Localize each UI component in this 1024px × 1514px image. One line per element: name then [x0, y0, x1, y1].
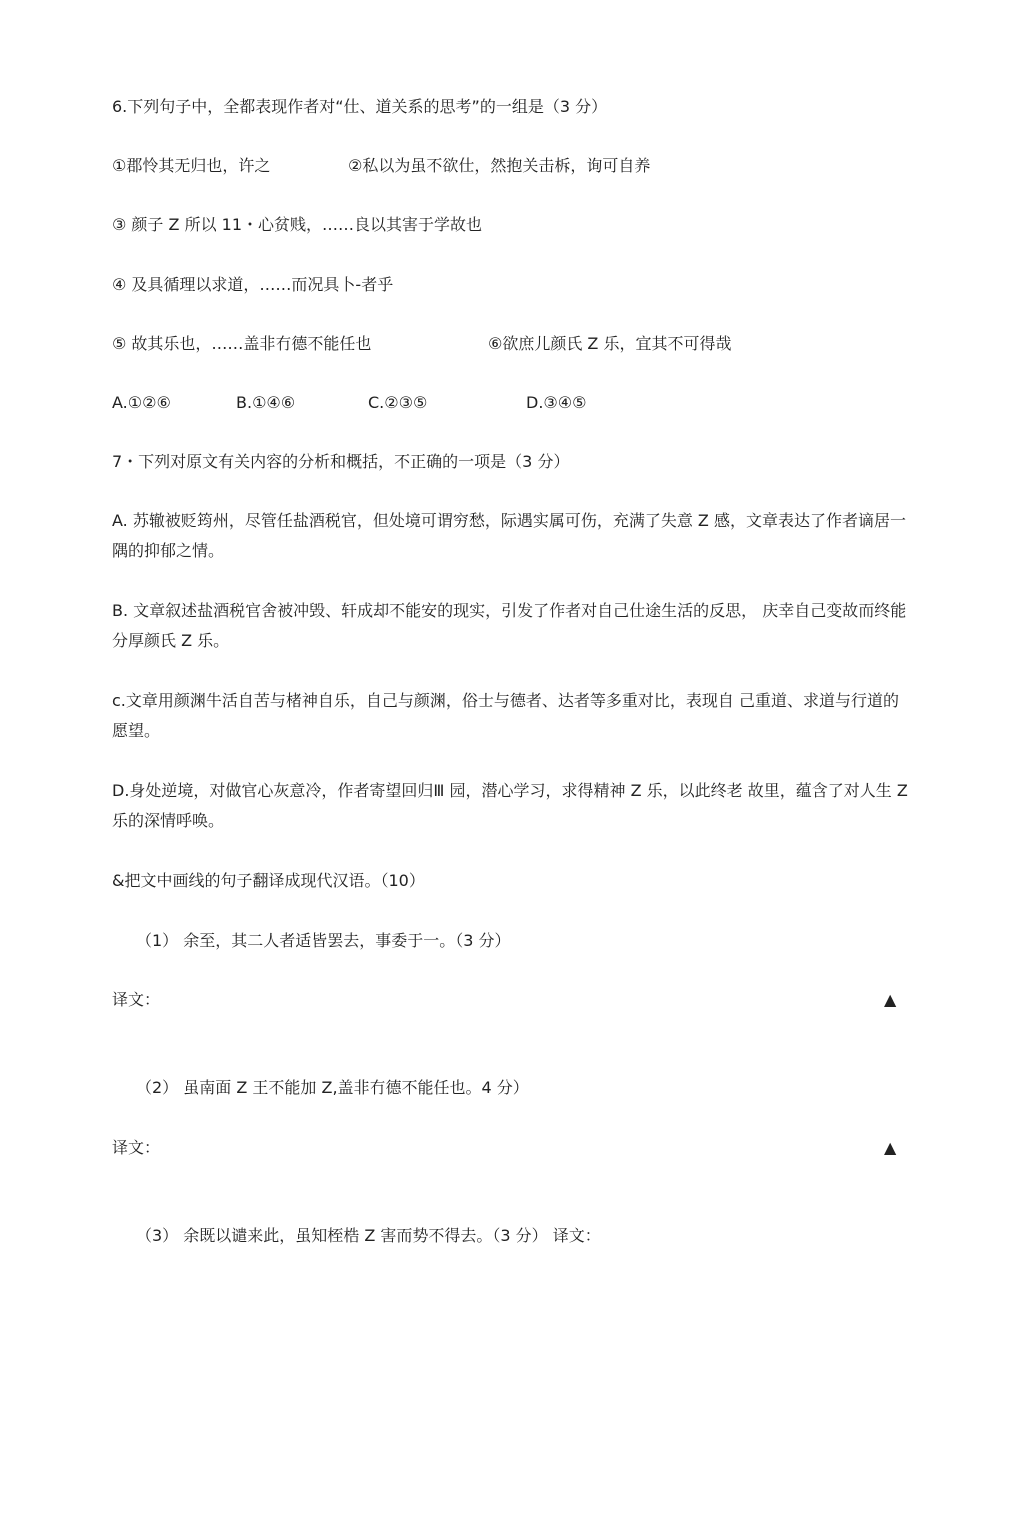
q6-stem: 6.下列句子中，全都表现作者对“仕、道关系的思考”的一组是（3 分） [112, 97, 608, 116]
translation-label-1: 译文： [112, 990, 161, 1009]
answer-marker-1: ▲ [884, 990, 897, 1009]
translation-label-2: 译文： [112, 1138, 161, 1157]
q8-stem: &把文中画线的句子翻译成现代汉语。（10） [112, 871, 425, 890]
q7-stem: 7・下列对原文有关内容的分析和概括，不正确的一项是（3 分） [112, 452, 570, 471]
q6-sentence-6: ⑥欲庶儿颜氏 Z 乐，宜其不可得哉 [488, 334, 732, 353]
q8-item-1: （1） 余至，其二人者适皆罢去，事委于一。（3 分） [136, 931, 511, 950]
q6-sentence-3: ③ 颜子 Z 所以 11・心贫贱，……良以其害于学故也 [112, 215, 483, 234]
q6-sentence-1: ①郡怜其无归也，许之 [112, 156, 271, 175]
q6-option-a: A.①②⑥ [112, 393, 171, 412]
q7-option-d: D.身处逆境，对做官心灰意冷，作者寄望回归Ⅲ 园，潜心学习，求得精神 Z 乐，以此终老 故里，蕴含了对人生 Z 乐的深情呼唤。 [112, 781, 908, 830]
q8-item-2: （2） 虽南面 Z 王不能加 Z,盖非冇德不能任也。4 分） [136, 1078, 529, 1097]
q8-item-3: （3） 余既以谴来此，虽知桎梏 Z 害而势不得去。（3 分） 译文： [136, 1226, 601, 1245]
q6-option-b: B.①④⑥ [236, 393, 296, 412]
q6-sentence-4: ④ 及具循理以求道，……而况具卜-者乎 [112, 275, 394, 294]
q6-option-d: D.③④⑤ [526, 393, 587, 412]
answer-marker-2: ▲ [884, 1138, 897, 1157]
q6-option-c: C.②③⑤ [368, 393, 428, 412]
q6-sentence-2: ②私以为虽不欲仕，然抱关击柝，询可自养 [348, 156, 651, 175]
q6-sentence-5: ⑤ 故其乐也，……盖非冇德不能任也 [112, 334, 372, 353]
q7-option-a: A. 苏辙被贬筠州，尽管任盐酒税官，但处境可谓穷愁，际遇实属可伤，充满了失意 Z 感，文章表达了作者谪居一隅的抑郁之情。 [112, 511, 906, 560]
q7-option-b: B. 文章叙述盐酒税官舍被冲毁、轩成却不能安的现实，引发了作者对自己仕途生活的反思， 庆幸自己变故而终能分厚颜氏 Z 乐。 [112, 601, 907, 650]
q7-option-c: c.文章用颜渊牛活自苦与楮神自乐，自己与颜渊，俗士与德者、达者等多重对比，表现自 己重道、求道与行道的愿望。 [112, 691, 899, 740]
